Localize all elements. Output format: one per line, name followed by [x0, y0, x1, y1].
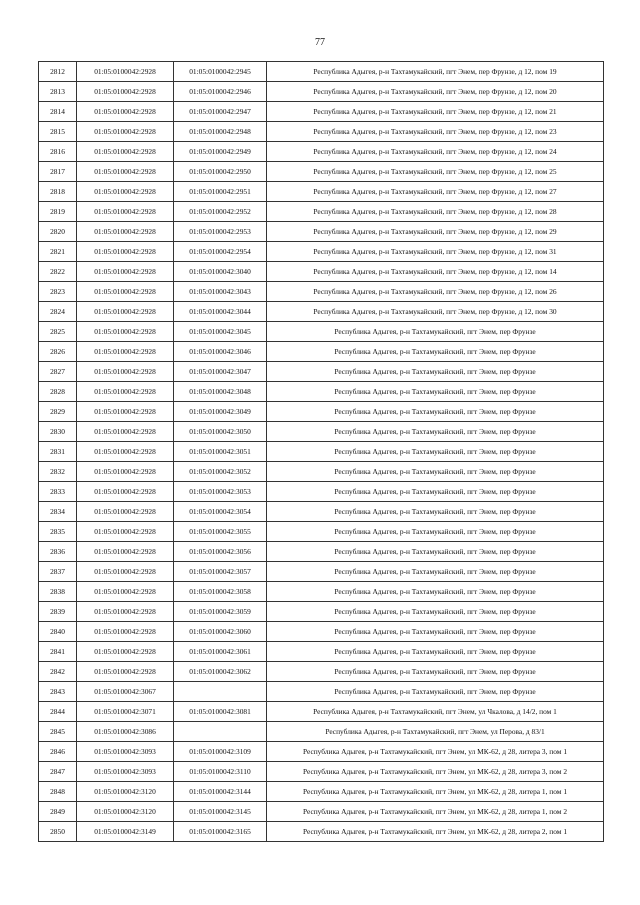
address-cell: Республика Адыгея, р-н Тахтамукайский, пгт Энем, пер Фрунзе, д 12, пом 27 [267, 182, 604, 202]
address-cell: Республика Адыгея, р-н Тахтамукайский, пгт Энем, пер Фрунзе, д 12, пом 26 [267, 282, 604, 302]
row-number-cell: 2833 [39, 482, 77, 502]
table-row [39, 622, 604, 642]
address-cell: Республика Адыгея, р-н Тахтамукайский, пгт Энем, пер Фрунзе [267, 382, 604, 402]
row-number-cell: 2819 [39, 202, 77, 222]
cadastral-registry-table [38, 61, 604, 842]
cadastral-number-cell: 01:05:0100042:2948 [174, 122, 267, 142]
cadastral-number-cell: 01:05:0100042:2952 [174, 202, 267, 222]
row-number-cell: 2847 [39, 762, 77, 782]
row-number-cell: 2822 [39, 262, 77, 282]
row-number-cell: 2813 [39, 82, 77, 102]
row-number-cell: 2821 [39, 242, 77, 262]
parent-cadastral-number-cell: 01:05:0100042:2928 [77, 382, 174, 402]
parent-cadastral-number-cell: 01:05:0100042:2928 [77, 422, 174, 442]
cadastral-number-cell: 01:05:0100042:3046 [174, 342, 267, 362]
address-cell: Республика Адыгея, р-н Тахтамукайский, пгт Энем, ул МК-62, д 28, литера 1, пом 1 [267, 782, 604, 802]
address-cell: Республика Адыгея, р-н Тахтамукайский, пгт Энем, пер Фрунзе [267, 562, 604, 582]
row-number-cell: 2817 [39, 162, 77, 182]
table-row [39, 562, 604, 582]
parent-cadastral-number-cell: 01:05:0100042:3149 [77, 822, 174, 842]
row-number-cell: 2841 [39, 642, 77, 662]
cadastral-number-cell: 01:05:0100042:3145 [174, 802, 267, 822]
row-number-cell: 2842 [39, 662, 77, 682]
table-row [39, 342, 604, 362]
row-number-cell: 2820 [39, 222, 77, 242]
row-number-cell: 2823 [39, 282, 77, 302]
parent-cadastral-number-cell: 01:05:0100042:2928 [77, 342, 174, 362]
parent-cadastral-number-cell: 01:05:0100042:2928 [77, 202, 174, 222]
parent-cadastral-number-cell: 01:05:0100042:2928 [77, 142, 174, 162]
table-row [39, 662, 604, 682]
row-number-cell: 2831 [39, 442, 77, 462]
parent-cadastral-number-cell: 01:05:0100042:2928 [77, 502, 174, 522]
parent-cadastral-number-cell: 01:05:0100042:2928 [77, 442, 174, 462]
parent-cadastral-number-cell: 01:05:0100042:2928 [77, 462, 174, 482]
parent-cadastral-number-cell: 01:05:0100042:2928 [77, 622, 174, 642]
table-row [39, 222, 604, 242]
address-cell: Республика Адыгея, р-н Тахтамукайский, пгт Энем, пер Фрунзе, д 12, пом 30 [267, 302, 604, 322]
table-row [39, 262, 604, 282]
cadastral-number-cell [174, 722, 267, 742]
parent-cadastral-number-cell: 01:05:0100042:2928 [77, 522, 174, 542]
parent-cadastral-number-cell: 01:05:0100042:2928 [77, 362, 174, 382]
row-number-cell: 2844 [39, 702, 77, 722]
parent-cadastral-number-cell: 01:05:0100042:3120 [77, 802, 174, 822]
cadastral-number-cell: 01:05:0100042:3059 [174, 602, 267, 622]
table-row [39, 782, 604, 802]
table-row [39, 282, 604, 302]
parent-cadastral-number-cell: 01:05:0100042:2928 [77, 262, 174, 282]
cadastral-number-cell: 01:05:0100042:3054 [174, 502, 267, 522]
table-row [39, 442, 604, 462]
parent-cadastral-number-cell: 01:05:0100042:2928 [77, 482, 174, 502]
table-row [39, 682, 604, 702]
table-row [39, 162, 604, 182]
table-row [39, 602, 604, 622]
table-row [39, 502, 604, 522]
row-number-cell: 2818 [39, 182, 77, 202]
address-cell: Республика Адыгея, р-н Тахтамукайский, пгт Энем, пер Фрунзе, д 12, пом 31 [267, 242, 604, 262]
cadastral-number-cell: 01:05:0100042:3058 [174, 582, 267, 602]
row-number-cell: 2836 [39, 542, 77, 562]
table-row [39, 742, 604, 762]
cadastral-number-cell: 01:05:0100042:3051 [174, 442, 267, 462]
table-row [39, 102, 604, 122]
parent-cadastral-number-cell: 01:05:0100042:2928 [77, 562, 174, 582]
address-cell: Республика Адыгея, р-н Тахтамукайский, пгт Энем, пер Фрунзе [267, 522, 604, 542]
cadastral-number-cell: 01:05:0100042:2951 [174, 182, 267, 202]
cadastral-number-cell: 01:05:0100042:2947 [174, 102, 267, 122]
row-number-cell: 2850 [39, 822, 77, 842]
parent-cadastral-number-cell: 01:05:0100042:3093 [77, 742, 174, 762]
row-number-cell: 2812 [39, 62, 77, 82]
address-cell: Республика Адыгея, р-н Тахтамукайский, пгт Энем, ул Перова, д 83/1 [267, 722, 604, 742]
parent-cadastral-number-cell: 01:05:0100042:3120 [77, 782, 174, 802]
row-number-cell: 2840 [39, 622, 77, 642]
cadastral-number-cell: 01:05:0100042:3049 [174, 402, 267, 422]
address-cell: Республика Адыгея, р-н Тахтамукайский, пгт Энем, пер Фрунзе, д 12, пом 25 [267, 162, 604, 182]
row-number-cell: 2828 [39, 382, 77, 402]
cadastral-number-cell: 01:05:0100042:2953 [174, 222, 267, 242]
parent-cadastral-number-cell: 01:05:0100042:2928 [77, 182, 174, 202]
cadastral-number-cell: 01:05:0100042:3045 [174, 322, 267, 342]
cadastral-number-cell: 01:05:0100042:3048 [174, 382, 267, 402]
table-row [39, 242, 604, 262]
cadastral-number-cell: 01:05:0100042:3165 [174, 822, 267, 842]
table-row [39, 182, 604, 202]
address-cell: Республика Адыгея, р-н Тахтамукайский, пгт Энем, пер Фрунзе, д 12, пом 19 [267, 62, 604, 82]
row-number-cell: 2837 [39, 562, 77, 582]
table-row [39, 722, 604, 742]
address-cell: Республика Адыгея, р-н Тахтамукайский, пгт Энем, пер Фрунзе [267, 402, 604, 422]
address-cell: Республика Адыгея, р-н Тахтамукайский, пгт Энем, пер Фрунзе [267, 682, 604, 702]
table-row [39, 542, 604, 562]
parent-cadastral-number-cell: 01:05:0100042:2928 [77, 162, 174, 182]
cadastral-number-cell [174, 682, 267, 702]
cadastral-number-cell: 01:05:0100042:3052 [174, 462, 267, 482]
table-row [39, 402, 604, 422]
registry-table-body [39, 62, 604, 842]
address-cell: Республика Адыгея, р-н Тахтамукайский, пгт Энем, пер Фрунзе [267, 622, 604, 642]
table-row [39, 62, 604, 82]
row-number-cell: 2834 [39, 502, 77, 522]
address-cell: Республика Адыгея, р-н Тахтамукайский, пгт Энем, пер Фрунзе [267, 582, 604, 602]
cadastral-number-cell: 01:05:0100042:3081 [174, 702, 267, 722]
table-row [39, 422, 604, 442]
cadastral-number-cell: 01:05:0100042:3109 [174, 742, 267, 762]
cadastral-number-cell: 01:05:0100042:3040 [174, 262, 267, 282]
cadastral-number-cell: 01:05:0100042:3050 [174, 422, 267, 442]
table-row [39, 762, 604, 782]
table-row [39, 642, 604, 662]
address-cell: Республика Адыгея, р-н Тахтамукайский, пгт Энем, пер Фрунзе, д 12, пом 14 [267, 262, 604, 282]
row-number-cell: 2816 [39, 142, 77, 162]
parent-cadastral-number-cell: 01:05:0100042:2928 [77, 302, 174, 322]
row-number-cell: 2826 [39, 342, 77, 362]
parent-cadastral-number-cell: 01:05:0100042:2928 [77, 282, 174, 302]
parent-cadastral-number-cell: 01:05:0100042:2928 [77, 582, 174, 602]
table-row [39, 522, 604, 542]
row-number-cell: 2848 [39, 782, 77, 802]
parent-cadastral-number-cell: 01:05:0100042:2928 [77, 602, 174, 622]
row-number-cell: 2849 [39, 802, 77, 822]
parent-cadastral-number-cell: 01:05:0100042:2928 [77, 402, 174, 422]
parent-cadastral-number-cell: 01:05:0100042:2928 [77, 82, 174, 102]
address-cell: Республика Адыгея, р-н Тахтамукайский, пгт Энем, пер Фрунзе, д 12, пом 21 [267, 102, 604, 122]
address-cell: Республика Адыгея, р-н Тахтамукайский, пгт Энем, пер Фрунзе, д 12, пом 29 [267, 222, 604, 242]
table-row [39, 482, 604, 502]
cadastral-number-cell: 01:05:0100042:3144 [174, 782, 267, 802]
table-row [39, 462, 604, 482]
cadastral-number-cell: 01:05:0100042:3056 [174, 542, 267, 562]
address-cell: Республика Адыгея, р-н Тахтамукайский, пгт Энем, ул Чкалова, д 14/2, пом 1 [267, 702, 604, 722]
parent-cadastral-number-cell: 01:05:0100042:3067 [77, 682, 174, 702]
cadastral-number-cell: 01:05:0100042:3060 [174, 622, 267, 642]
parent-cadastral-number-cell: 01:05:0100042:2928 [77, 102, 174, 122]
parent-cadastral-number-cell: 01:05:0100042:2928 [77, 242, 174, 262]
cadastral-number-cell: 01:05:0100042:3110 [174, 762, 267, 782]
table-row [39, 822, 604, 842]
cadastral-number-cell: 01:05:0100042:3061 [174, 642, 267, 662]
cadastral-number-cell: 01:05:0100042:3047 [174, 362, 267, 382]
row-number-cell: 2825 [39, 322, 77, 342]
row-number-cell: 2829 [39, 402, 77, 422]
address-cell: Республика Адыгея, р-н Тахтамукайский, пгт Энем, пер Фрунзе [267, 642, 604, 662]
cadastral-number-cell: 01:05:0100042:2949 [174, 142, 267, 162]
cadastral-number-cell: 01:05:0100042:2954 [174, 242, 267, 262]
table-row [39, 362, 604, 382]
row-number-cell: 2835 [39, 522, 77, 542]
address-cell: Республика Адыгея, р-н Тахтамукайский, пгт Энем, ул МК-62, д 28, литера 1, пом 2 [267, 802, 604, 822]
row-number-cell: 2839 [39, 602, 77, 622]
address-cell: Республика Адыгея, р-н Тахтамукайский, пгт Энем, пер Фрунзе [267, 322, 604, 342]
address-cell: Республика Адыгея, р-н Тахтамукайский, пгт Энем, пер Фрунзе [267, 362, 604, 382]
row-number-cell: 2827 [39, 362, 77, 382]
address-cell: Республика Адыгея, р-н Тахтамукайский, пгт Энем, пер Фрунзе [267, 462, 604, 482]
row-number-cell: 2815 [39, 122, 77, 142]
row-number-cell: 2846 [39, 742, 77, 762]
address-cell: Республика Адыгея, р-н Тахтамукайский, пгт Энем, пер Фрунзе [267, 442, 604, 462]
address-cell: Республика Адыгея, р-н Тахтамукайский, пгт Энем, пер Фрунзе, д 12, пом 20 [267, 82, 604, 102]
address-cell: Республика Адыгея, р-н Тахтамукайский, пгт Энем, пер Фрунзе, д 12, пом 24 [267, 142, 604, 162]
address-cell: Республика Адыгея, р-н Тахтамукайский, пгт Энем, пер Фрунзе [267, 422, 604, 442]
cadastral-number-cell: 01:05:0100042:2946 [174, 82, 267, 102]
parent-cadastral-number-cell: 01:05:0100042:2928 [77, 62, 174, 82]
page-number: 77 [315, 37, 325, 48]
table-row [39, 122, 604, 142]
cadastral-number-cell: 01:05:0100042:3057 [174, 562, 267, 582]
parent-cadastral-number-cell: 01:05:0100042:3093 [77, 762, 174, 782]
row-number-cell: 2814 [39, 102, 77, 122]
parent-cadastral-number-cell: 01:05:0100042:2928 [77, 122, 174, 142]
cadastral-number-cell: 01:05:0100042:2945 [174, 62, 267, 82]
table-row [39, 202, 604, 222]
row-number-cell: 2832 [39, 462, 77, 482]
cadastral-number-cell: 01:05:0100042:3062 [174, 662, 267, 682]
address-cell: Республика Адыгея, р-н Тахтамукайский, пгт Энем, пер Фрунзе [267, 482, 604, 502]
address-cell: Республика Адыгея, р-н Тахтамукайский, пгт Энем, пер Фрунзе [267, 542, 604, 562]
parent-cadastral-number-cell: 01:05:0100042:3071 [77, 702, 174, 722]
row-number-cell: 2838 [39, 582, 77, 602]
table-row [39, 322, 604, 342]
address-cell: Республика Адыгея, р-н Тахтамукайский, пгт Энем, пер Фрунзе, д 12, пом 23 [267, 122, 604, 142]
cadastral-number-cell: 01:05:0100042:3043 [174, 282, 267, 302]
row-number-cell: 2830 [39, 422, 77, 442]
row-number-cell: 2845 [39, 722, 77, 742]
table-row [39, 82, 604, 102]
table-row [39, 802, 604, 822]
table-row [39, 702, 604, 722]
address-cell: Республика Адыгея, р-н Тахтамукайский, пгт Энем, ул МК-62, д 28, литера 3, пом 2 [267, 762, 604, 782]
cadastral-number-cell: 01:05:0100042:3044 [174, 302, 267, 322]
address-cell: Республика Адыгея, р-н Тахтамукайский, пгт Энем, ул МК-62, д 28, литера 3, пом 1 [267, 742, 604, 762]
table-row [39, 582, 604, 602]
row-number-cell: 2824 [39, 302, 77, 322]
cadastral-number-cell: 01:05:0100042:2950 [174, 162, 267, 182]
address-cell: Республика Адыгея, р-н Тахтамукайский, пгт Энем, ул МК-62, д 28, литера 2, пом 1 [267, 822, 604, 842]
table-row [39, 302, 604, 322]
row-number-cell: 2843 [39, 682, 77, 702]
parent-cadastral-number-cell: 01:05:0100042:2928 [77, 542, 174, 562]
cadastral-number-cell: 01:05:0100042:3055 [174, 522, 267, 542]
parent-cadastral-number-cell: 01:05:0100042:2928 [77, 322, 174, 342]
parent-cadastral-number-cell: 01:05:0100042:3086 [77, 722, 174, 742]
address-cell: Республика Адыгея, р-н Тахтамукайский, пгт Энем, пер Фрунзе, д 12, пом 28 [267, 202, 604, 222]
address-cell: Республика Адыгея, р-н Тахтамукайский, пгт Энем, пер Фрунзе [267, 602, 604, 622]
parent-cadastral-number-cell: 01:05:0100042:2928 [77, 642, 174, 662]
table-row [39, 382, 604, 402]
parent-cadastral-number-cell: 01:05:0100042:2928 [77, 222, 174, 242]
address-cell: Республика Адыгея, р-н Тахтамукайский, пгт Энем, пер Фрунзе [267, 502, 604, 522]
cadastral-number-cell: 01:05:0100042:3053 [174, 482, 267, 502]
address-cell: Республика Адыгея, р-н Тахтамукайский, пгт Энем, пер Фрунзе [267, 342, 604, 362]
parent-cadastral-number-cell: 01:05:0100042:2928 [77, 662, 174, 682]
address-cell: Республика Адыгея, р-н Тахтамукайский, пгт Энем, пер Фрунзе [267, 662, 604, 682]
table-row [39, 142, 604, 162]
